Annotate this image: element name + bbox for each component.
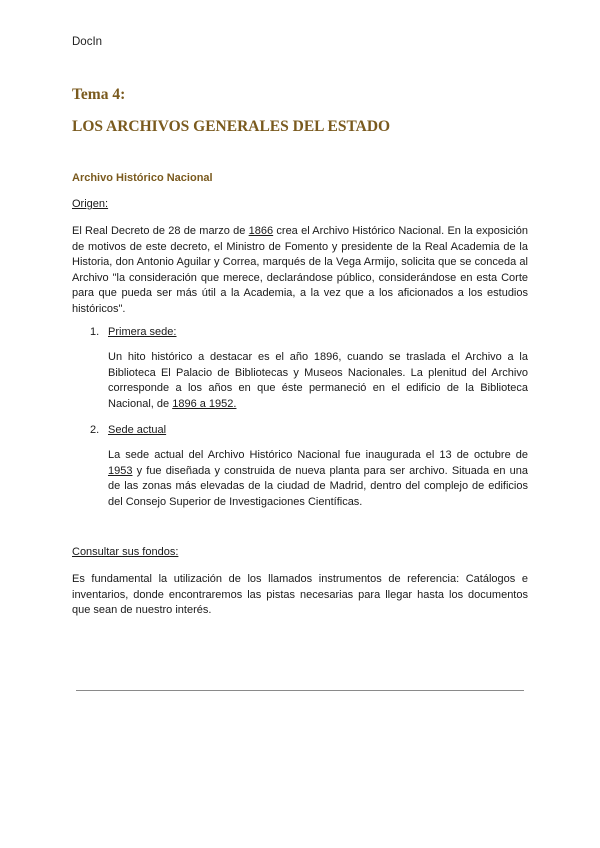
sede2-text-pre: La sede actual del Archivo Histórico Nacional fue inaugurada el 13 de octubre de bbox=[108, 449, 528, 461]
page-title: LOS ARCHIVOS GENERALES DEL ESTADO bbox=[72, 118, 391, 135]
list-item-title: Primera sede: bbox=[108, 326, 177, 338]
list-item-number: 1. bbox=[90, 326, 100, 338]
sede2-year-link[interactable]: 1953 bbox=[108, 464, 133, 477]
consultar-label: Consultar sus fondos: bbox=[72, 546, 179, 558]
sede1-text-pre: Un hito histórico a destacar es el año 1896, cuando se traslada el Archivo a la Biblioteca El Palacio de Bibliotecas y Museos Nacionales. La plenitud del Archivo corresponde a los años en que éste permaneció en el edificio de la Biblioteca Nacional, de bbox=[108, 351, 528, 410]
list-item-number: 2. bbox=[90, 424, 100, 436]
sede2-text-post: y fue diseñada y construida de nueva planta para ser archivo. Situada en una de las zonas más elevadas de la ciudad de Madrid, dentro del complejo de edificios del Consejo Superior de Investigaciones Científicas. bbox=[108, 464, 528, 508]
origen-paragraph bbox=[72, 224, 528, 318]
tema-heading: Tema 4: bbox=[72, 86, 126, 103]
divider bbox=[76, 690, 524, 691]
list-item-title: Sede actual bbox=[108, 424, 167, 436]
list-item-paragraph bbox=[108, 350, 528, 412]
section-heading: Archivo Histórico Nacional bbox=[72, 172, 213, 184]
sede1-years-link[interactable]: 1896 a 1952. bbox=[172, 397, 237, 410]
origen-year-link[interactable]: 1866 bbox=[248, 225, 274, 237]
consultar-paragraph: Es fundamental la utilización de los llamados instrumentos de referencia: Catálogos e inventarios, donde encontraremos las pistas necesarias para llegar hasta los documentos que sean de nuestro interés. bbox=[72, 573, 528, 617]
site-label: DocIn bbox=[72, 36, 103, 48]
list-item-paragraph bbox=[108, 448, 528, 510]
origen-text-pre: El Real Decreto de 28 de marzo de bbox=[72, 225, 249, 237]
origen-text-post: crea el Archivo Histórico Nacional. En la exposición de motivos de este decreto, el Ministro de Fomento y presidente de la Real Academia de la Historia, don Antonio Aguilar y Correa, marqués de la Vega Armijo, solicita que se conceda al Archivo "la consideración que merece, declarándose público, considerándose en esta Corte para que pueda ser más útil a la Academia, a la vez que a los aficionados a los estudios históricos". bbox=[72, 225, 529, 315]
origen-label: Origen: bbox=[72, 198, 109, 210]
